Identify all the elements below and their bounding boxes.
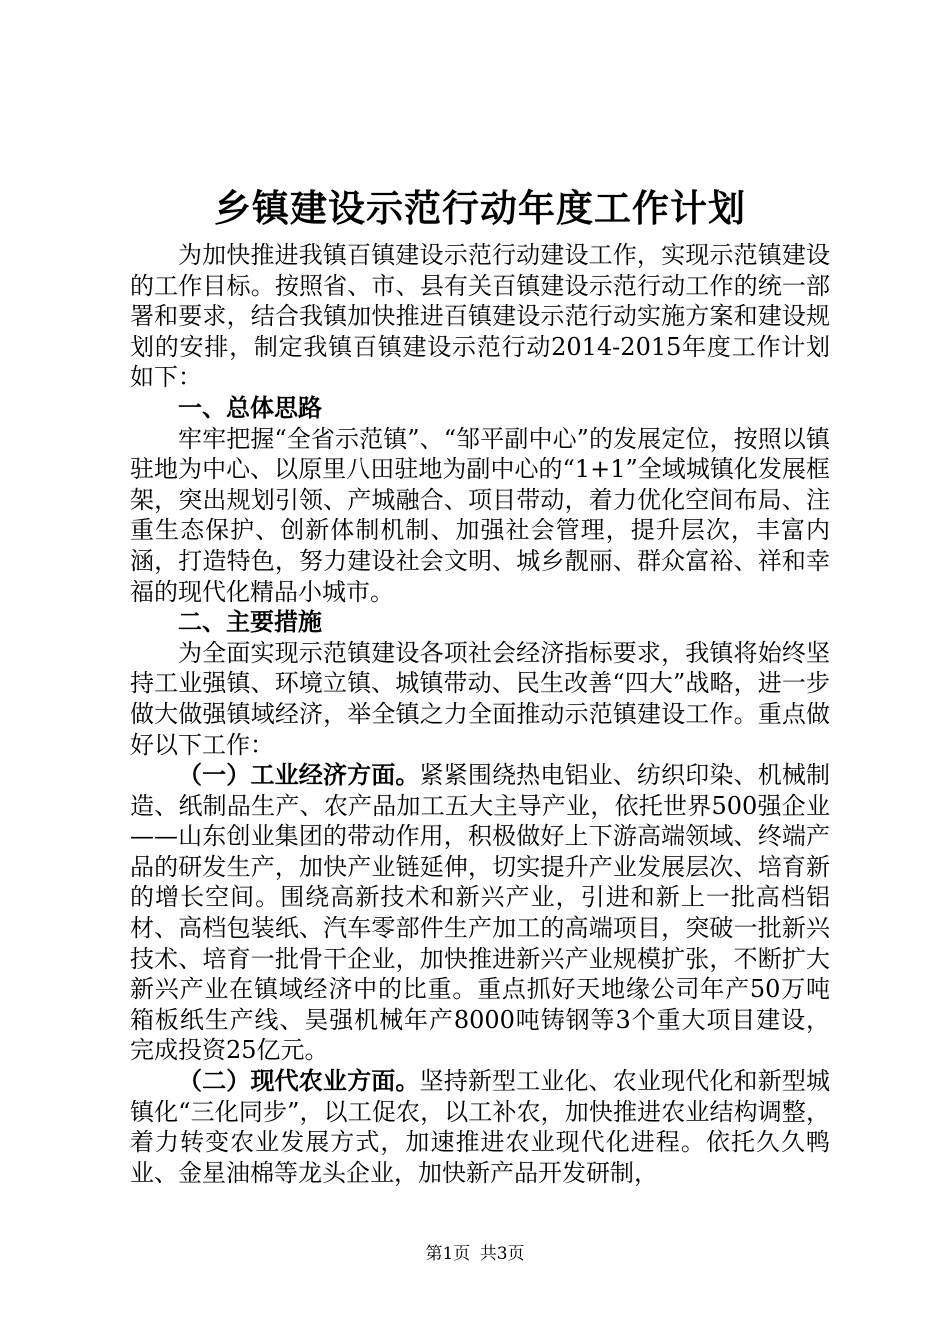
modern-agriculture-paragraph	[130, 1066, 830, 1188]
industrial-economy-paragraph	[130, 760, 830, 1066]
section-paragraph-overall-approach: 牢牢把握“全省示范镇”、“邹平副中心”的发展定位，按照以镇驻地为中心、以原里八田驻地为副中心的“1+1”全域城镇化发展框架，突出规划引领、产城融合、项目带动，着力优化空间布局、注重生态保护、创新体制机制、加强社会管理，提升层次，丰富内涵，打造特色，努力建设社会文明、城乡靓丽、群众富裕、祥和幸福的现代化精品小城市。	[130, 424, 830, 606]
document-title: 乡镇建设示范行动年度工作计划	[214, 186, 746, 230]
page-number: 第1页	[425, 1244, 471, 1264]
section-heading-overall-approach: 一、总体思路	[178, 392, 322, 422]
industrial-economy-body: 紧紧围绕热电铝业、纺织印染、机械制造、纸制品生产、农产品加工五大主导产业，依托世界500强企业——山东创业集团的带动作用，积极做好上下游高端领域、终端产品的研发生产，加快产业链延伸，切实提升产业发展层次、培育新的增长空间。围绕高新技术和新兴产业，引进和新上一批高档铝材、高档包装纸、汽车零部件生产加工的高端项目，突破一批新兴技术、培育一批骨干企业，加快推进新兴产业规模扩张，不断扩大新兴产业在镇域经济中的比重。重点抓好天地缘公司年产50万吨箱板纸生产线、昊强机械年产8000吨铸钢等3个重大项目建设，完成投资25亿元。	[130, 761, 831, 1065]
document-page	[130, 182, 830, 1188]
page-total: 共3页	[479, 1244, 525, 1264]
section-paragraph-main-measures: 为全面实现示范镇建设各项社会经济指标要求，我镇将始终坚持工业强镇、环境立镇、城镇带动、民生改善“四大”战略，进一步做大做强镇域经济，举全镇之力全面推动示范镇建设工作。重点做好以下工作：	[130, 638, 830, 759]
modern-agriculture-lead: （二）现代农业方面。	[178, 1066, 420, 1096]
page-footer	[0, 1242, 950, 1266]
section-heading-main-measures: 二、主要措施	[178, 607, 322, 637]
intro-paragraph: 为加快推进我镇百镇建设示范行动建设工作，实现示范镇建设的工作目标。按照省、市、县有关百镇建设示范行动工作的统一部署和要求，结合我镇加快推进百镇建设示范行动实施方案和建设规划的安排，制定我镇百镇建设示范行动2014-2015年度工作计划如下：	[130, 241, 830, 392]
modern-agriculture-body: 坚持新型工业化、农业现代化和新型城镇化“三化同步”，以工促农，以工补农，加快推进农业结构调整，着力转变农业发展方式，加速推进农业现代化进程。依托久久鸭业、金星油棉等龙头企业，加快新产品开发研制，	[130, 1067, 831, 1187]
industrial-economy-lead: （一）工业经济方面。	[178, 760, 420, 790]
